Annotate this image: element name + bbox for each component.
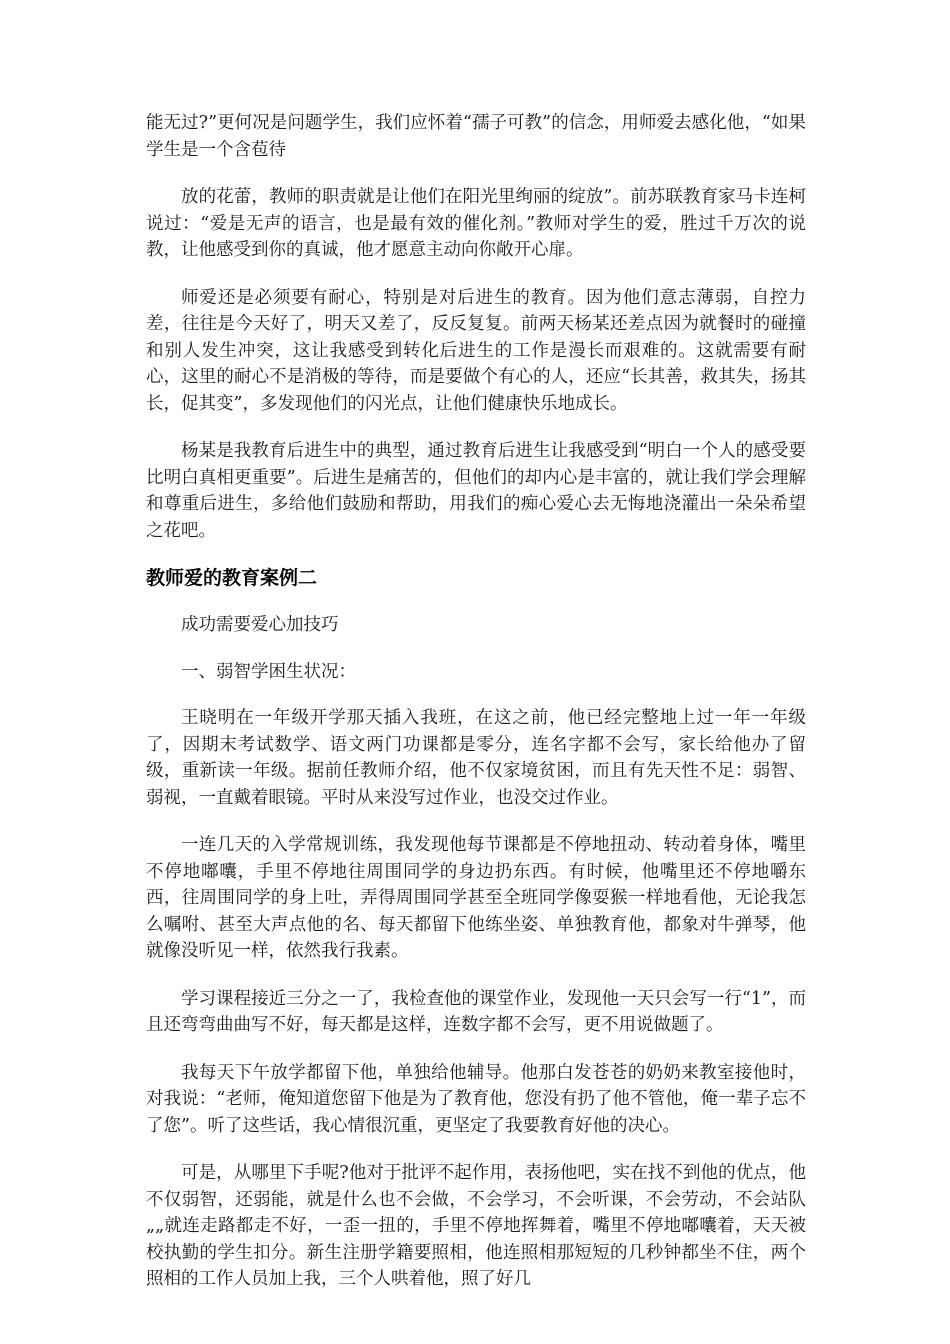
paragraph: 一连几天的入学常规训练，我发现他每节课都是不停地扭动、转动着身体，嘴里不停地嘟囔，手里不停地往周围同学的身边扔东西。有时候，他嘴里还不停地嚼东西，往周围同学的身上吐，弄得周围同学甚至全班同学像耍猴一样地看他，无论我怎么嘱咐、甚至大声点他的名、每天都留下他练坐姿、单独教育他，都象对牛弹琴，他就像没听见一样，依然我行我素。	[146, 835, 806, 961]
subtitle: 成功需要爱心加技巧	[181, 615, 339, 635]
paragraph-continuation: 能无过?”更何况是问题学生，我们应怀着“孺子可教”的信念，用师爱去感化他，“如果学生是一个含苞待	[146, 113, 806, 160]
section-label: 一、弱智学困生状况：	[181, 661, 356, 682]
paragraph: 师爱还是必须要有耐心，特别是对后进生的教育。因为他们意志薄弱，自控力差，往往是今天好了，明天又差了，反反复复。前两天杨某还差点因为就餐时的碰撞和别人发生冲突，这让我感受到转化后进生的工作是漫长而艰难的。这就需要有耐心，这里的耐心不是消极的等待，而是要做个有心的人，还应“长其善，救其失，扬其长，促其变”，多发现他们的闪光点，让他们健康快乐地成长。	[146, 287, 806, 414]
paragraph: 王晓明在一年级开学那天插入我班，在这之前，他已经完整地上过一年一年级了，因期末考试数学、语文两门功课都是零分，连名字都不会写，家长给他办了留级，重新读一年级。据前任教师介绍，他不仅家境贫困，而且有先天性不足：弱智、弱视，一直戴着眼镜。平时从来没写过作业，也没交过作业。	[146, 708, 806, 808]
document-body	[146, 110, 806, 1314]
paragraph: 学习课程接近三分之一了，我检查他的课堂作业，发现他一天只会写一行“1”，而且还弯弯曲曲写不好，每天都是这样，连数字都不会写，更不用说做题了。	[146, 988, 806, 1035]
section-heading: 教师爱的教育案例二	[146, 567, 318, 589]
paragraph: 我每天下午放学都留下他，单独给他辅导。他那白发苍苍的奶奶来教室接他时，对我说：“老师，俺知道您留下他是为了教育他，您没有扔了他不管他，俺一辈子忘不了您”。听了这些话，我心情很沉重，更坚定了我要教育好他的决心。	[146, 1062, 806, 1136]
paragraph: 放的花蕾，教师的职责就是让他们在阳光里绚丽的绽放”。前苏联教育家马卡连柯说过：“爱是无声的语言，也是最有效的催化剂。”教师对学生的爱，胜过千万次的说教，让他感受到你的真诚，他才愿意主动向你敞开心扉。	[146, 187, 806, 260]
paragraph: 杨某是我教育后进生中的典型，通过教育后进生让我感受到“明白一个人的感受要比明白真相更重要”。后进生是痛苦的，但他们的却内心是丰富的，就让我们学会理解和尊重后进生，多给他们鼓励和帮助，用我们的痴心爱心去无悔地浇灌出一朵朵希望之花吧。	[146, 441, 806, 541]
paragraph: 可是，从哪里下手呢?他对于批评不起作用，表扬他吧，实在找不到他的优点，他不仅弱智，还弱能，就是什么也不会做，不会学习，不会听课，不会劳动，不会站队„„就连走路都走不好，一歪一扭的，手里不停地挥舞着，嘴里不停地嘟囔着，天天被校执勤的学生扣分。新生注册学籍要照相，他连照相那短短的几秒钟都坐不住，两个照相的工作人员加上我，三个人哄着他，照了好几	[146, 1163, 806, 1289]
